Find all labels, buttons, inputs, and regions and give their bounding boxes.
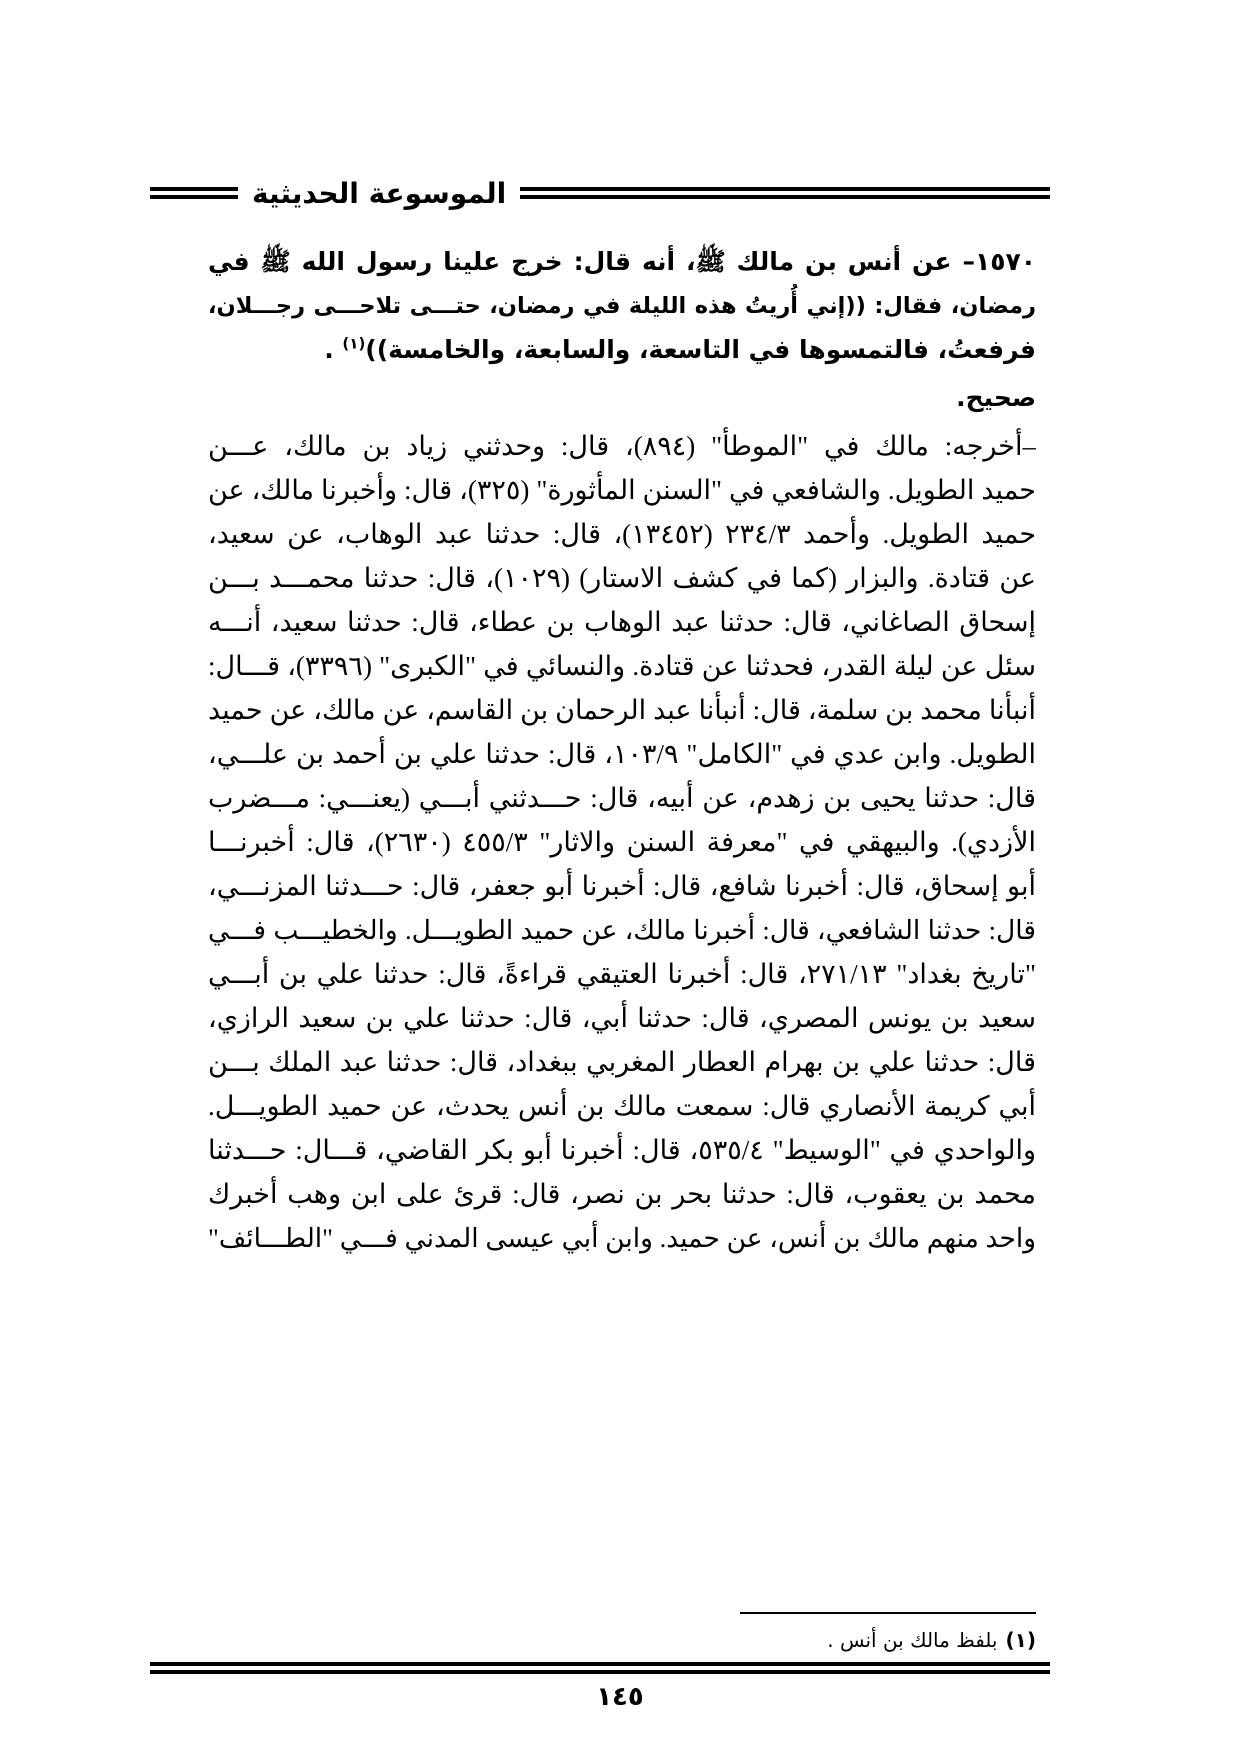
hadith-line-end: . bbox=[324, 335, 343, 364]
takhrij-line: واحد منهم مالك بن أنس، عن حميد. وابن أبي عيسى المدني فـــي "الطـــائف" bbox=[208, 1223, 1036, 1253]
takhrij-line: إسحاق الصاغاني، قال: حدثنا عبد الوهاب بن عطاء، قال: حدثنا سعيد، أنـــه bbox=[208, 607, 1036, 637]
page-body bbox=[208, 240, 1036, 1260]
takhrij-line: سعيد بن يونس المصري، قال: حدثنا أبي، قال: حدثنا علي بن سعيد الرازي، bbox=[208, 1003, 1036, 1033]
takhrij-line: أنبأنا محمد بن سلمة، قال: أنبأنا عبد الرحمان بن القاسم، عن مالك، عن حميد bbox=[208, 695, 1036, 725]
takhrij-line: محمد بن يعقوب، قال: حدثنا بحر بن نصر، قال: قرئ على ابن وهب أخبرك bbox=[208, 1179, 1036, 1209]
takhrij-line: –أخرجه: مالك في "الموطأ" (٨٩٤)، قال: وحدثني زياد بن مالك، عـــن bbox=[208, 431, 1036, 461]
takhrij-line: حميد الطويل. وأحمد ٢٣٤/٣ (١٣٤٥٢)، قال: حدثنا عبد الوهاب، عن سعيد، bbox=[208, 519, 1036, 549]
takhrij-line: حميد الطويل. والشافعي في "السنن المأثورة" (٣٢٥)، قال: وأخبرنا مالك، عن bbox=[208, 475, 1036, 505]
footnote-reference[interactable]: (١) bbox=[342, 334, 366, 353]
hadith-line: ١٥٧٠– عن أنس بن مالك ﷺ، أنه قال: خرج علينا رسول الله ﷺ في bbox=[208, 247, 1036, 276]
header-rule-left bbox=[150, 187, 238, 199]
footer-rule-top bbox=[150, 1662, 1050, 1666]
footnote-number: (١) bbox=[1005, 1628, 1036, 1652]
takhrij-text bbox=[208, 424, 1036, 1260]
takhrij-line: قال: حدثنا الشافعي، قال: أخبرنا مالك، عن حميد الطويـــل. والخطيـــب فـــي bbox=[208, 915, 1036, 945]
footnote-text: بلفظ مالك بن أنس . bbox=[827, 1628, 998, 1652]
takhrij-line: قال: حدثنا علي بن بهرام العطار المغربي ببغداد، قال: حدثنا عبد الملك بـــن bbox=[208, 1047, 1036, 1077]
takhrij-line: قال: حدثنا يحيى بن زهدم، عن أبيه، قال: حـــدثني أبـــي (يعنـــي: مـــضرب bbox=[208, 783, 1036, 813]
takhrij-line: "تاريخ بغداد" ٢٧١/١٣، قال: أخبرنا العتيقي قراءةً، قال: حدثنا علي بن أبـــي bbox=[208, 959, 1036, 989]
takhrij-line: والواحدي في "الوسيط" ٥٣٥/٤، قال: أخبرنا أبو بكر القاضي، قـــال: حـــدثنا bbox=[208, 1135, 1036, 1165]
takhrij-line: الأزدي). والبيهقي في "معرفة السنن والاثار" ٤٥٥/٣ (٢٦٣٠)، قال: أخبرنـــا bbox=[208, 827, 1036, 857]
footnote-separator bbox=[740, 1612, 1036, 1614]
takhrij-line: أبي كريمة الأنصاري قال: سمعت مالك بن أنس يحدث، عن حميد الطويـــل. bbox=[208, 1091, 1036, 1121]
hadith-text bbox=[208, 240, 1036, 424]
running-header bbox=[150, 170, 1050, 216]
hadith-line: فرفعتُ، فالتمسوها في التاسعة، والسابعة، والخامسة)) bbox=[365, 335, 1036, 364]
header-title: الموسوعة الحديثية bbox=[252, 176, 507, 210]
footer-rule-bottom bbox=[150, 1670, 1050, 1674]
hadith-grade: صحيح. bbox=[956, 383, 1036, 412]
header-rule-right bbox=[520, 187, 1050, 199]
footnote bbox=[600, 1628, 1036, 1652]
takhrij-line: الطويل. وابن عدي في "الكامل" ١٠٣/٩، قال: حدثنا علي بن أحمد بن علـــي، bbox=[208, 739, 1036, 769]
takhrij-line: سئل عن ليلة القدر، فحدثنا عن قتادة. والنسائي في "الكبرى" (٣٣٩٦)، قـــال: bbox=[208, 651, 1036, 681]
takhrij-line: عن قتادة. والبزار (كما في كشف الاستار) (١٠٢٩)، قال: حدثنا محمـــد بـــن bbox=[208, 563, 1036, 593]
hadith-line-last bbox=[208, 328, 1036, 372]
takhrij-line: أبو إسحاق، قال: أخبرنا شافع، قال: أخبرنا أبو جعفر، قال: حـــدثنا المزنـــي، bbox=[208, 871, 1036, 901]
page-number: ١٤٥ bbox=[596, 1682, 644, 1712]
hadith-line: رمضان، فقال: ((إني أُريتُ هذه الليلة في رمضان، حتـــى تلاحـــى رجـــلان، bbox=[208, 293, 1036, 319]
